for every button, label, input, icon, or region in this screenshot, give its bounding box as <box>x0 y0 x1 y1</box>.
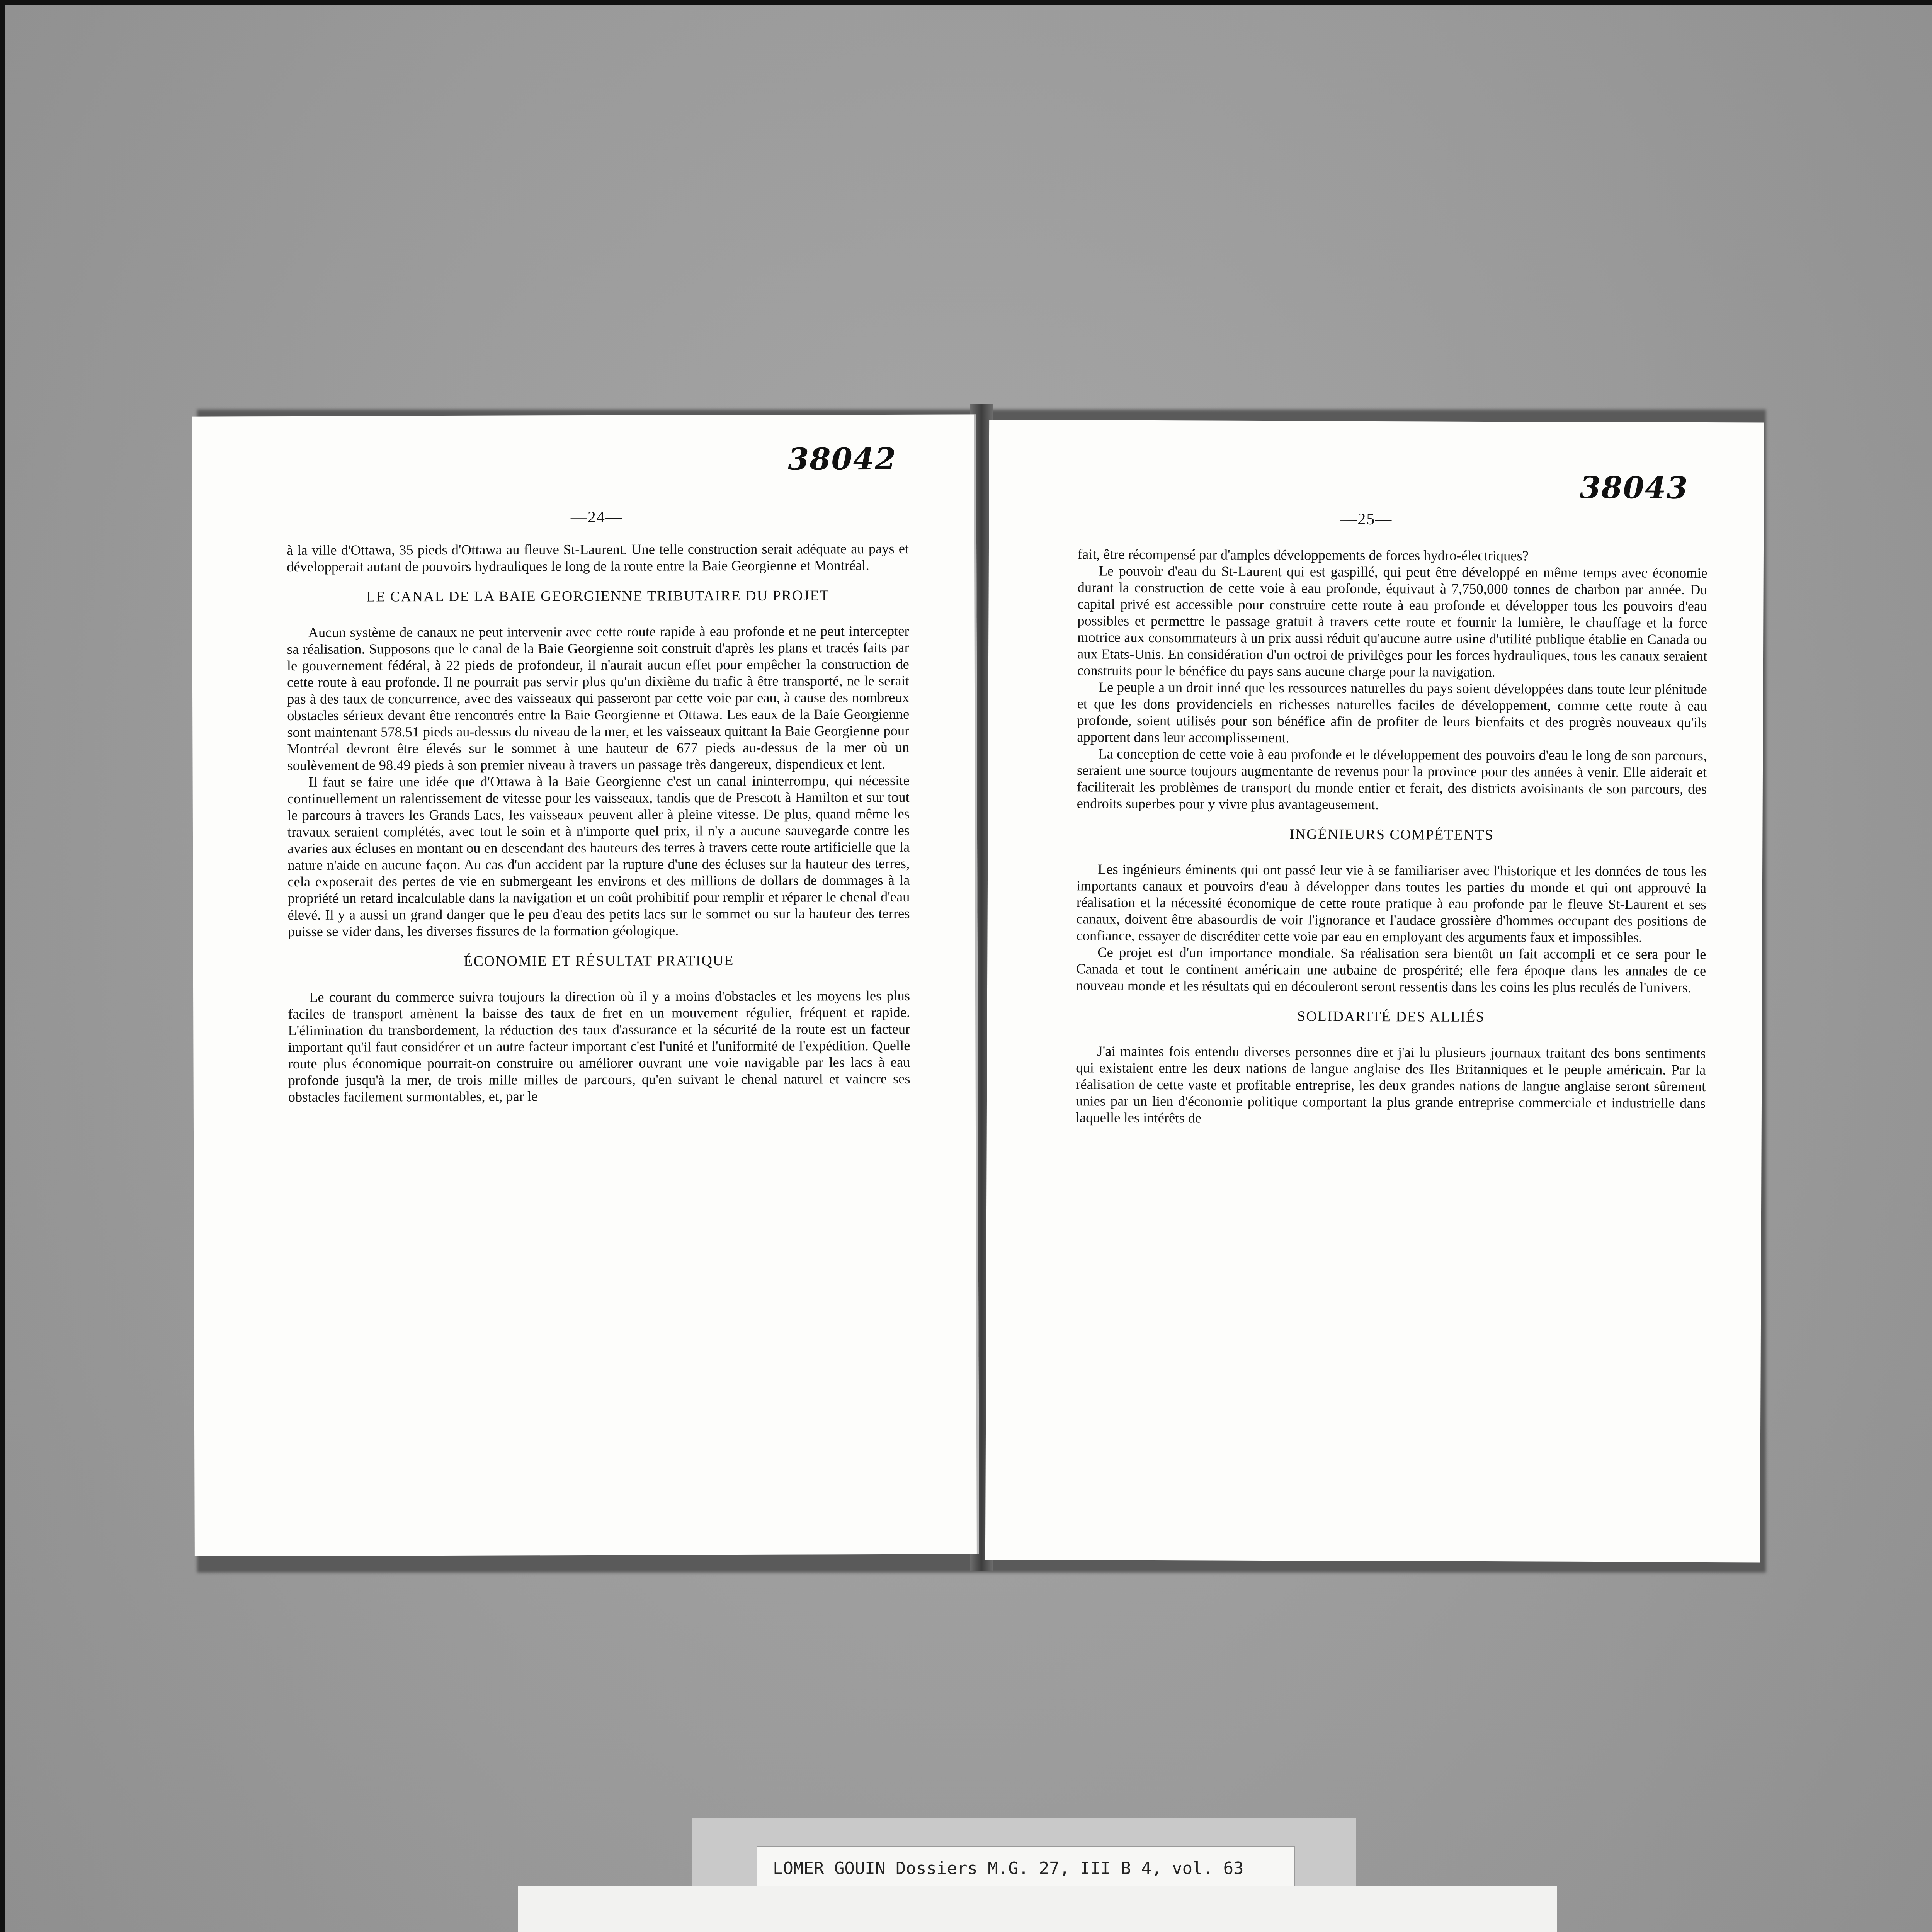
reference-text: LOMER GOUIN Dossiers M.G. 27, III B 4, vol. 63 <box>773 1859 1244 1878</box>
section-heading: ÉCONOMIE ET RÉSULTAT PRATIQUE <box>464 952 734 969</box>
body-paragraph: Aucun système de canaux ne peut intervenir avec cette route rapide à eau profonde et ne peut intercepter sa réalisation. Supposons que le canal de la Baie Georgienne soit construit d'après les plans et tracés faits par le gouvernement fédéral, à 22 pieds de profondeur, il n'aurait aucun effet pour empêcher la construction de cette route à eau profonde. Il ne pourrait pas servir plus qu'un dixième du trafic à être transporté, ne le serait pas à des taux de concurrence, avec des vaisseaux qui passeront par cette voie par eau, à cause des nombreux obstacles sérieux devant être rencontrés entre la Baie Georgienne et Ottawa. Les eaux de la Baie Georgienne sont maintenant 578.51 pieds au-dessus du niveau de la mer, et les vaisseaux quittant la Baie Georgienne pour Montréal devront être élevés sur le sommet à une hauteur de 677 pieds au-dessus de la mer où un soulèvement de 98.49 pieds à son premier niveau à travers un passage très dangereux, dispendieux et lent. <box>287 622 910 774</box>
body-paragraph: Le pouvoir d'eau du St-Laurent qui est gaspillé, qui peut être développé en même temps avec économie durant la construction de cette voie à eau profonde, équivaut à 7,750,000 tonnes de charbon par année. Du capital privé est accessible pour construire cette route à eau profonde et développer tous les pouvoirs d'eau possibles et permettre le passage gratuit à travers cette route et fournir la lumière, le chauffage et la force motrice aux consommateurs à un prix aussi réduit qu'aucune autre usine d'utilité publique établie en Canada ou aux Etats-Unis. En considération d'un octroi de privilèges pour les forces hydrauliques, tous les canaux seraient construits pour le bénéfice du pays sans aucune charge pour la navigation. <box>1077 563 1708 680</box>
page-stamp-number: 38043 <box>1580 470 1689 506</box>
section-heading: LE CANAL DE LA BAIE GEORGIENNE TRIBUTAIRE DU PROJET <box>366 587 830 605</box>
body-paragraph: Le courant du commerce suivra toujours la direction où il y a moins d'obstacles et les moyens les plus faciles de transport amènent la baisse des taux de fret en un mouvement régulier, fréquent et rapide. L'élimination du transbordement, la réduction des taux d'assurance et la sécurité de la route est un facteur important qu'il faut considérer et un autre facteur important c'est l'unité et l'uniformité de l'expédition. Quelle route plus économique pourrait-on construire ou améliorer ouvrant une voie navigable par les lacs à eau profonde jusqu'à la mer, de trois mille milles de parcours, qu'en suivant le chenal naturel et vaincre ses obstacles facilement surmontables, et, par le <box>288 987 910 1105</box>
page-folio: —25— <box>1340 510 1393 529</box>
section-heading: SOLIDARITÉ DES ALLIÉS <box>1297 1008 1485 1025</box>
page-stamp-number: 38042 <box>787 441 897 477</box>
right-page <box>985 420 1764 1563</box>
intro-paragraph: à la ville d'Ottawa, 35 pieds d'Ottawa au fleuve St-Laurent. Une telle construction serait adéquate au pays et développerait autant de pouvoirs hydrauliques le long de la route entre la Baie Georgienne et Montréal. <box>286 540 909 575</box>
left-page <box>192 414 979 1556</box>
body-paragraph: J'ai maintes fois entendu diverses personnes dire et j'ai lu plusieurs journaux traitant des bons sentiments qui existaient entre les deux nations de langue anglaise des Iles Britanniques et le peuple américain. Par la réalisation de cette vaste et profitable entreprise, les deux grandes nations de langue anglaise seront sûrement unies par un lien d'économie politique comportant la plus grande entreprise commerciale et industrielle dans laquelle les intérêts de <box>1075 1043 1706 1126</box>
body-paragraph: Il faut se faire une idée que d'Ottawa à la Baie Georgienne c'est un canal ininterrompu, qui nécessite continuellement un ralentissement de vitesse pour les vaisseaux, tandis que de Prescott à Hamilton et sur tout le parcours à travers les Grands Lacs, les vaisseaux peuvent aller à pleine vitesse. De plus, quand même les travaux seraient complétés, avec tout le soin et à n'importe quel prix, il n'y a aucune sauvegarde contre les avaries aux écluses en montant ou en descendant des hauteurs des terres à travers cette route artificielle que la nature n'aide en aucune façon. Au cas d'un accident par la rupture d'une des écluses sur la hauteur des terres, cela exposerait des pertes de vie en submergeant les environs et des millions de dollars de dommages à la propriété un retard incalculable dans la navigation et un coût prohibitif pour remplir et réparer le chenal d'eau élevé. Il y a aussi un grand danger que le peu d'eau des petits lacs sur le sommet ou sur la hauteur des terres puisse se vider dans, les diverses fissures de la formation géologique. <box>287 772 910 940</box>
page-folio: —24— <box>570 508 622 527</box>
left-text-column <box>287 540 910 1105</box>
body-paragraph: Les ingénieurs éminents qui ont passé leur vie à se familiariser avec l'historique et les données de tous les importants canaux et pouvoirs d'eau à développer dans toutes les parties du monde et qui ont approuvé la réalisation et la nécessité économique de cette route pratique à eau profonde par le fleuve St-Laurent et ses canaux, doivent être abasourdis de voir l'ignorance et l'audace grossière d'hommes occupant des positions de confiance, essayer de discréditer cette voie par eau en employant des arguments faux et impossibles. <box>1076 861 1707 946</box>
archive-card <box>518 1886 1557 1932</box>
right-text-column <box>1076 546 1708 1128</box>
intro-paragraph: fait, être récompensé par d'amples développements de forces hydro-électriques? <box>1077 546 1529 564</box>
body-paragraph: Ce projet est d'un importance mondiale. Sa réalisation sera bientôt un fait accompli et ce sera pour le Canada et tout le continent américain une aubaine de prospérité; elle fera époque dans les annales de ce nouveau monde et les résultats qui en découleront seront ressentis dans les coins les plus reculés de l'univers. <box>1076 944 1706 995</box>
open-booklet <box>193 415 1762 1569</box>
section-heading: INGÉNIEURS COMPÉTENTS <box>1289 826 1494 844</box>
body-paragraph: La conception de cette voie à eau profonde et le développement des pouvoirs d'eau le long de son parcours, seraient une source toujours augmentante de revenus pour la province pour des années à venir. Elle aiderait et faciliterait les problèmes de transport du monde entier et ferait, des districts avoisinants de son parcours, des endroits superbes pour y vivre plus avantageusement. <box>1077 745 1707 813</box>
body-paragraph: Le peuple a un droit inné que les ressources naturelles du pays soient développées dans toute leur plénitude et que les dons providenciels en richesses naturelles faciles de développement, comme cette route à eau profonde, soient utilisés pour son bénéfice afin de profiter de leurs bienfaits et des progrès nouveaux qu'ils apportent dans leur accomplissement. <box>1077 679 1707 746</box>
